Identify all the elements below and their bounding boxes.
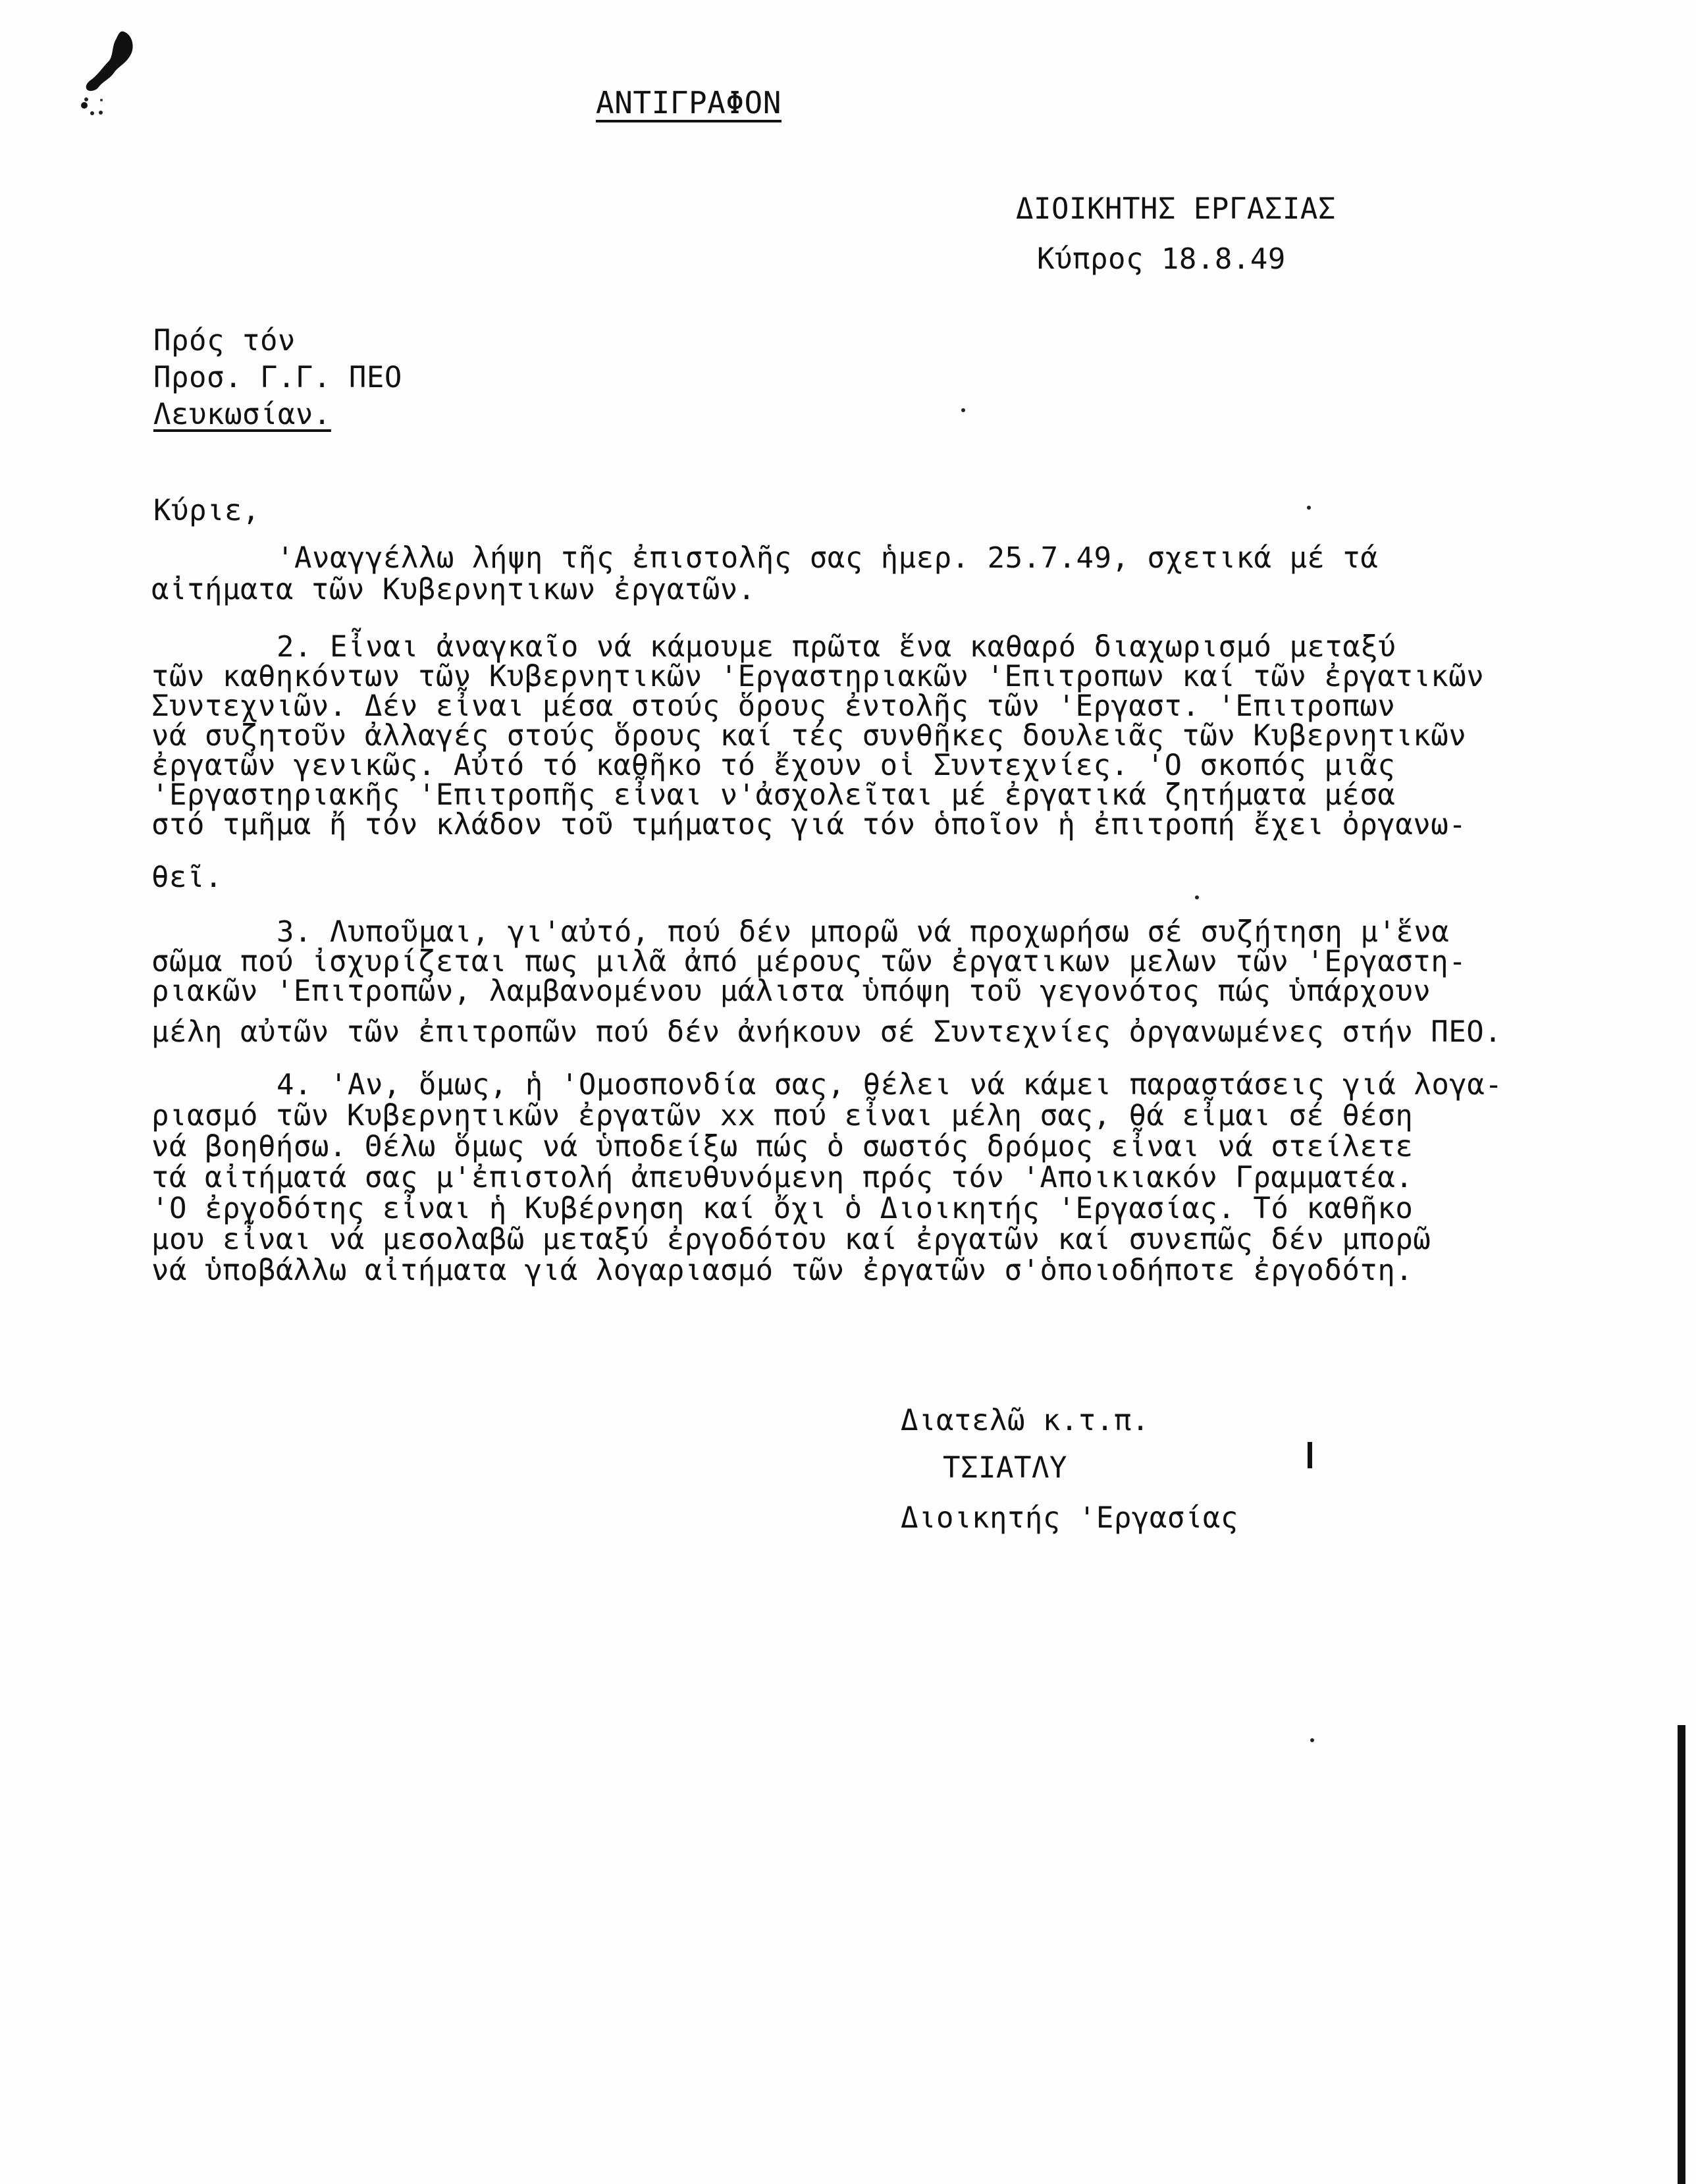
- paragraph-4-line: 'Ο ἐργοδότης εἶναι ἡ Κυβέρνηση καί ὄχι ὁ Διοικητής 'Εργασίας. Τό καθῆκο: [151, 1192, 1414, 1225]
- paragraph-2-line: ἐργατῶν γενικῶς. Αὐτό τό καθῆκο τό ἔχουν οἱ Συντεχνίες. 'Ο σκοπός μιᾶς: [151, 749, 1396, 782]
- paragraph-2-line: Συντεχνιῶν. Δέν εἶναι μέσα στούς ὅρους ἐντολῆς τῶν 'Εργαστ. 'Επιτροπων: [151, 689, 1396, 723]
- speck: [961, 408, 965, 412]
- paragraph-4-line: νά ὑποβάλλω αἰτήματα γιά λογαριασμό τῶν ἐργατῶν σ'ὁποιοδήποτε ἐργοδότη.: [151, 1254, 1414, 1287]
- speck: [1307, 506, 1311, 510]
- signatory-role: Διοικητής 'Εργασίας: [901, 1501, 1238, 1535]
- paragraph-4-line: τά αἰτήματά σας μ'ἐπιστολή ἀπευθυνόμενη πρός τόν 'Αποικιακόν Γραμματέα.: [151, 1161, 1414, 1194]
- place-date: Κύπρος 18.8.49: [1037, 242, 1286, 276]
- speck: [1195, 895, 1199, 899]
- speck: [99, 111, 103, 115]
- document-title: ΑΝΤΙΓΡΑΦΟΝ: [596, 85, 782, 120]
- paragraph-3-line: ριακῶν 'Επιτροπῶν, λαμβανομένου μάλιστα ὑπόψη τοῦ γεγονότος πώς ὑπάρχουν: [151, 974, 1431, 1008]
- paragraph-4-line: νά βοηθήσω. Θέλω ὅμως νά ὑποδείξω πώς ὁ σωστός δρόμος εἶναι νά στείλετε: [151, 1130, 1414, 1163]
- paragraph-1-line: αἰτήματα τῶν Κυβερνητικων ἐργατῶν.: [151, 573, 756, 606]
- paragraph-1-line: 'Αναγγέλλω λήψη τῆς ἐπιστολῆς σας ἡμερ. 25.7.49, σχετικά μέ τά: [277, 541, 1379, 575]
- ink-blot: [72, 26, 145, 119]
- paragraph-3-line: 3. Λυποῦμαι, γι'αὐτό, πού δέν μπορῶ νά προχωρήσω σέ συζήτηση μ'ἕνα: [277, 915, 1450, 949]
- speck: [1310, 1738, 1314, 1742]
- sender-heading: ΔΙΟΙΚΗΤΗΣ ΕΡΓΑΣΙΑΣ: [1016, 192, 1336, 226]
- salutation: Κύριε,: [153, 494, 260, 527]
- recipient-line-3: Λευκωσίαν.: [153, 398, 331, 431]
- paragraph-3-line: σῶμα πού ἰσχυρίζεται πως μιλᾶ ἀπό μέρους τῶν ἐργατικων μελων τῶν 'Εργαστη-: [151, 945, 1467, 978]
- paragraph-2-line: θεῖ.: [151, 861, 223, 894]
- recipient-line-2: Προσ. Γ.Γ. ΠΕΟ: [153, 361, 402, 394]
- paragraph-2-line: 2. Εἶναι ἀναγκαῖο νά κάμουμε πρῶτα ἕνα καθαρό διαχωρισμό μεταξύ: [277, 630, 1396, 664]
- paragraph-2-line: τῶν καθηκόντων τῶν Κυβερνητικῶν 'Εργαστηριακῶν 'Επιτροπων καί τῶν ἐργατικῶν: [151, 660, 1485, 693]
- paragraph-3-line: μέλη αὐτῶν τῶν ἐπιτροπῶν πού δέν ἀνήκουν σέ Συντεχνίες ὀργανωμένες στήν ΠΕΟ.: [151, 1015, 1502, 1049]
- recipient-line-1: Πρός τόν: [153, 324, 296, 358]
- closing-formula: Διατελῶ κ.τ.π.: [901, 1404, 1150, 1437]
- scan-edge-shadow: [1678, 1725, 1685, 2184]
- paragraph-4-line: 4. 'Αν, ὅμως, ἡ 'Ομοσπονδία σας, θέλει νά κάμει παραστάσεις γιά λογα-: [277, 1068, 1503, 1102]
- signatory-name: ΤΣΙΑΤΛΥ: [943, 1451, 1067, 1485]
- paragraph-4-line: μου εἶναι νά μεσολαβῶ μεταξύ ἐργοδότου καί ἐργατῶν καί συνεπῶς δέν μπορῶ: [151, 1223, 1431, 1256]
- pen-mark: [1308, 1442, 1312, 1468]
- paragraph-4-line: ριασμό τῶν Κυβερνητικῶν ἐργατῶν xx πού εἶναι μέλη σας, θά εἶμαι σέ θέση: [151, 1099, 1414, 1132]
- paragraph-2-line: στό τμῆμα ἤ τόν κλάδον τοῦ τμήματος γιά τόν ὁποῖον ἡ ἐπιτροπή ἔχει ὀργανω-: [151, 808, 1467, 841]
- speck: [84, 97, 88, 101]
- paragraph-2-line: νά συζητοῦν ἀλλαγές στούς ὅρους καί τές συνθῆκες δουλειᾶς τῶν Κυβερνητικῶν: [151, 719, 1467, 753]
- paragraph-2-line: 'Εργαστηριακῆς 'Επιτροπῆς εἶναι ν'ἀσχολεῖται μέ ἐργατικά ζητήματα μέσα: [151, 778, 1396, 812]
